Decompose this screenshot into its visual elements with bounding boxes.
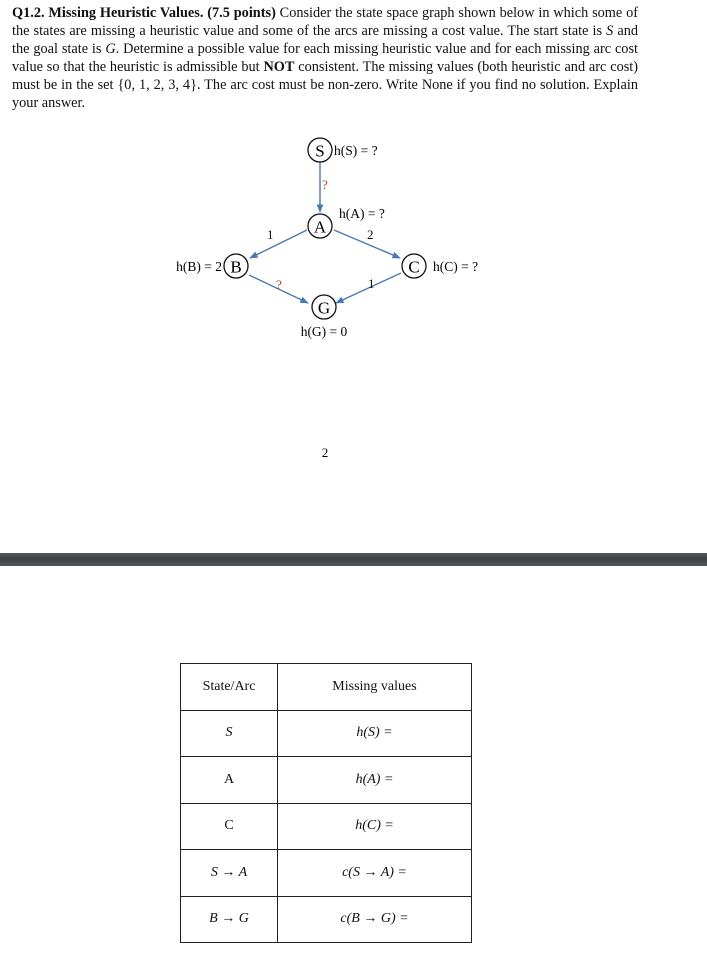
- extra-label: 2: [321, 445, 329, 460]
- node-s-label: S: [315, 141, 325, 161]
- edge-label-a-b: 1: [267, 227, 274, 242]
- edge-label-c-g: 1: [368, 276, 375, 291]
- value-set: {0, 1, 2, 3, 4}: [117, 77, 197, 93]
- h-g-label: h(G) = 0: [300, 324, 348, 339]
- edge-label-b-g: ?: [276, 277, 282, 292]
- table-row: [181, 757, 472, 804]
- not-emphasis: NOT: [263, 59, 295, 75]
- node-a: [308, 214, 332, 238]
- table-row: [181, 803, 472, 850]
- page-divider: [0, 553, 707, 566]
- node-c-label: C: [408, 257, 420, 277]
- table-cell-value[interactable]: h(S) =: [278, 710, 472, 757]
- question-part-2: and the goal state is: [12, 23, 638, 57]
- h-s-label: h(S) = ?: [334, 143, 378, 158]
- table-cell-item: S → A: [181, 850, 278, 897]
- table-header: Missing values: [278, 664, 472, 711]
- question-part-5: . The arc cost must be non-zero. Write None if you find no solution. Explain your answer.: [12, 77, 638, 111]
- table-row: [181, 850, 472, 897]
- node-c: [402, 254, 426, 278]
- node-g-label: G: [317, 298, 331, 318]
- question-title: Q1.2. Missing Heuristic Values. (7.5 points): [12, 5, 276, 21]
- question-part-3: . Determine a possible value for each missing heuristic value and for each missing arc cost value so that the heuristic is admissible but: [12, 41, 638, 75]
- h-c-label: h(C) = ?: [433, 259, 479, 274]
- edge-label-a-c: 2: [367, 227, 374, 242]
- question-part-1: Consider the state space graph shown below in which some of the states are missing a heuristic value and some of the arcs are missing a cost value. The start state is: [12, 5, 639, 39]
- table-cell-item: B → G: [181, 896, 278, 943]
- table-header-row: [181, 664, 472, 711]
- node-b: [224, 254, 248, 278]
- table-cell-item: C: [181, 803, 278, 850]
- state-space-graph: [0, 128, 707, 478]
- table-cell-value[interactable]: c(B → G) =: [278, 896, 472, 943]
- node-g: [312, 295, 336, 319]
- table-cell-item: A: [181, 757, 278, 804]
- table-row: [181, 896, 472, 943]
- table-row: [181, 710, 472, 757]
- table-cell-value[interactable]: c(S → A) =: [278, 850, 472, 897]
- question-text: [12, 4, 638, 112]
- goal-state-var: G: [105, 41, 116, 57]
- node-s: [308, 138, 332, 162]
- node-a-label: A: [313, 217, 327, 237]
- h-a-label: h(A) = ?: [339, 206, 385, 221]
- start-state-var: S: [606, 23, 614, 39]
- table-header: State/Arc: [181, 664, 278, 711]
- h-b-label: h(B) = 2: [176, 259, 222, 274]
- table-cell-value[interactable]: h(C) =: [278, 803, 472, 850]
- node-b-label: B: [230, 257, 242, 277]
- question-part-4: consistent. The missing values (both heuristic and arc cost) must be in the set: [12, 59, 639, 93]
- table-cell-item: S: [181, 710, 278, 757]
- edge-label-s-a: ?: [322, 177, 328, 192]
- edge-a-b: [250, 230, 307, 258]
- table-cell-value[interactable]: h(A) =: [278, 757, 472, 804]
- answer-table: [180, 663, 472, 943]
